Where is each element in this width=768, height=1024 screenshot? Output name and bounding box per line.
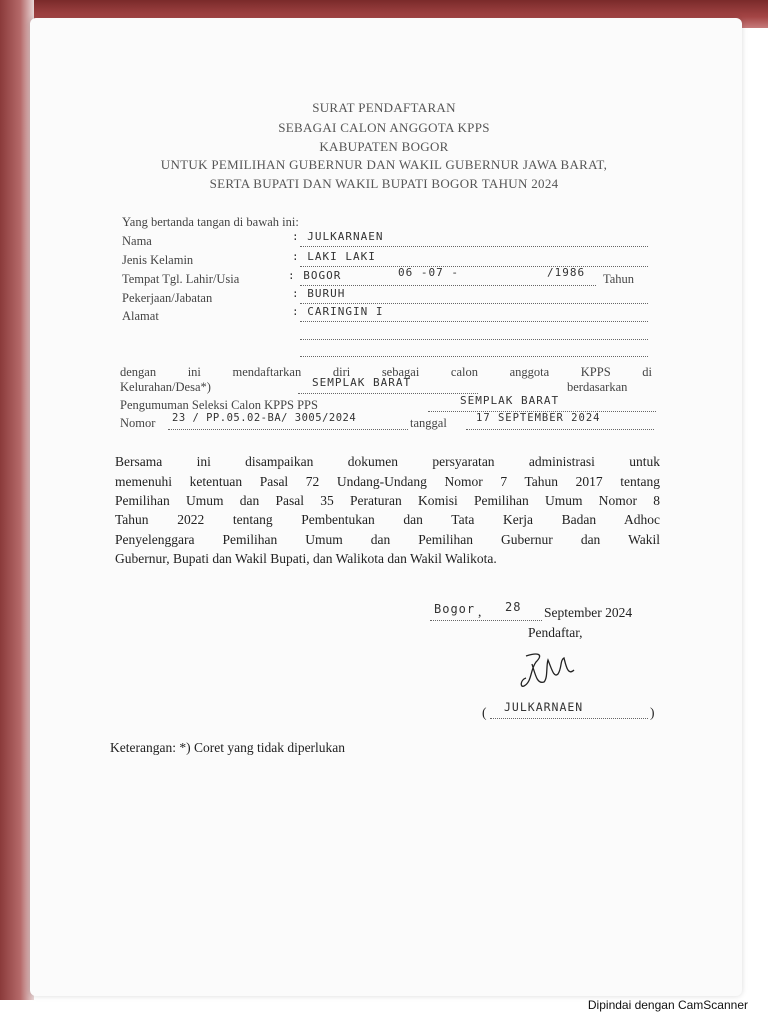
dotted-line — [300, 321, 648, 322]
closing-month-year: September 2024 — [544, 605, 633, 620]
title-line-1: SURAT PENDAFTARAN — [312, 100, 456, 115]
paragraph-line-1: Bersama ini disampaikan dokumen persyaratan administrasi untuk — [115, 454, 660, 469]
camscanner-watermark: Dipindai dengan CamScanner — [587, 998, 748, 1012]
dotted-line — [430, 620, 542, 621]
paren-close: ) — [650, 705, 655, 720]
intro-text: Yang bertanda tangan di bawah ini: — [122, 215, 299, 229]
comma-separator: , — [478, 604, 482, 619]
registration-line-1: dengan ini mendaftarkan diri sebagai calon anggota KPPS di — [120, 365, 652, 379]
dotted-line — [300, 246, 648, 247]
paragraph-line-2: memenuhi ketentuan Pasal 72 Undang-Undang Nomor 7 Tahun 2017 tentang — [115, 474, 660, 489]
note-text: Keterangan: *) Coret yang tidak diperlukan — [110, 740, 346, 755]
pps-value: SEMPLAK BARAT — [460, 394, 560, 407]
berdasarkan-text: berdasarkan — [567, 380, 628, 394]
title-line-5: SERTA BUPATI DAN WAKIL BUPATI BOGOR TAHUN 2024 — [209, 176, 559, 191]
nomor-value: 23 / PP.05.02-BA/ 3005/2024 — [172, 412, 357, 424]
nama-value: : JULKARNAEN — [292, 230, 384, 243]
dotted-line — [300, 285, 596, 286]
kelurahan-value: SEMPLAK BARAT — [312, 376, 412, 389]
dotted-line — [300, 303, 648, 304]
ttl-tahun-label: Tahun — [603, 272, 635, 286]
dotted-line — [168, 429, 408, 430]
closing-day: 28 — [505, 600, 522, 614]
ttl-year-value: /1986 — [547, 266, 586, 279]
jenis-kelamin-label: Jenis Kelamin — [122, 253, 194, 267]
paragraph-line-5: Penyelenggara Pemilihan Umum dan Pemilihan Gubernur dan Wakil — [115, 532, 660, 547]
ttl-place-value: : BOGOR — [288, 269, 342, 282]
alamat-label: Alamat — [122, 309, 159, 323]
dotted-line — [300, 266, 648, 267]
paragraph-line-6: Gubernur, Bupati dan Wakil Bupati, dan Walikota dan Wakil Walikota. — [115, 551, 497, 566]
jenis-kelamin-value: : LAKI LAKI — [292, 250, 376, 263]
dotted-line — [300, 356, 648, 357]
paragraph-line-3: Pemilihan Umum dan Pasal 35 Peraturan Komisi Pemilihan Umum Nomor 8 — [115, 493, 660, 508]
nama-label: Nama — [122, 234, 152, 248]
dotted-line — [298, 393, 478, 394]
alamat-value: : CARINGIN I — [292, 305, 384, 318]
tanggal-value: 17 SEPTEMBER 2024 — [476, 412, 601, 424]
title-line-3: KABUPATEN BOGOR — [319, 139, 449, 154]
title-line-2: SEBAGAI CALON ANGGOTA KPPS — [278, 120, 490, 135]
ttl-date-value: 06 -07 - — [398, 266, 459, 279]
signer-name: JULKARNAEN — [504, 700, 584, 714]
closing-place: Bogor — [434, 602, 476, 616]
dotted-line — [466, 429, 654, 430]
pendaftar-label: Pendaftar, — [528, 625, 583, 640]
tanggal-label: tanggal — [410, 416, 447, 430]
title-line-4: UNTUK PEMILIHAN GUBERNUR DAN WAKIL GUBERNUR JAWA BARAT, — [160, 157, 608, 172]
signature-image — [518, 648, 588, 692]
kelurahan-label: Kelurahan/Desa*) — [120, 380, 211, 394]
nomor-label: Nomor — [120, 416, 156, 430]
dotted-line — [490, 718, 648, 719]
pekerjaan-value: : BURUH — [292, 287, 346, 300]
paragraph-line-4: Tahun 2022 tentang Pembentukan dan Tata Kerja Badan Adhoc — [115, 512, 660, 527]
dotted-line — [300, 339, 648, 340]
pekerjaan-label: Pekerjaan/Jabatan — [122, 291, 213, 305]
paren-open: ( — [482, 705, 487, 720]
ttl-label: Tempat Tgl. Lahir/Usia — [122, 272, 240, 286]
pengumuman-label: Pengumuman Seleksi Calon KPPS PPS — [120, 398, 318, 412]
